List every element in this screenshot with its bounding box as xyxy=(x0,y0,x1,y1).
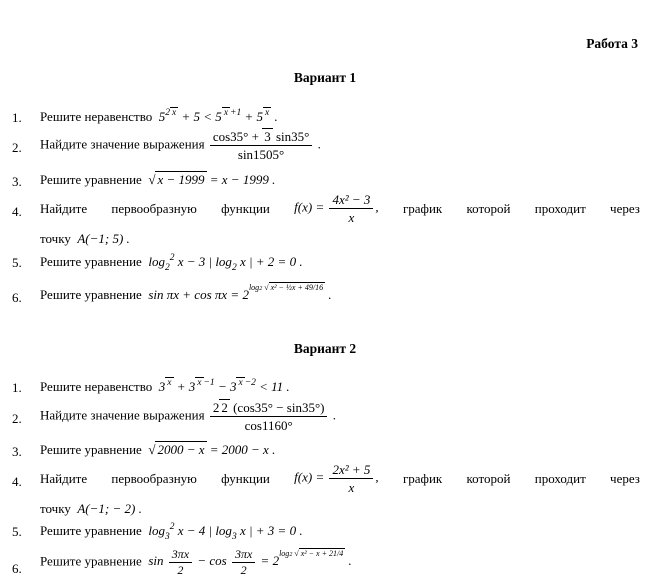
problem-formula: sin $\frac{3\pi x}{2}$ − cos $\frac{3\pi x}{2}$ = $2^{log2 √ x^2 - x + 21/4}$ . xyxy=(148,547,352,577)
word: график xyxy=(402,200,443,216)
word: проходит xyxy=(534,470,586,486)
variant-2-title: Вариант 2 xyxy=(293,341,357,356)
word: через xyxy=(610,200,640,216)
word: первообразную xyxy=(111,200,197,216)
problem-formula: $5^{2 x} + 5 < 5$ $^{x +1}$ + 5 $^x$ . xyxy=(158,108,278,124)
problem-v2-1 xyxy=(40,378,290,395)
problem-formula: f(x) = $\frac{\text{2x² + 5}}{x}$ , xyxy=(294,462,379,495)
variant-1-title: Вариант 1 xyxy=(293,70,357,85)
problem-v1-5 xyxy=(40,253,303,273)
problem-formula: $\frac{\cos 35^\circ + 3 \sin 35^\circ}{\sin 1505^\circ}$ xyxy=(210,129,312,162)
problem-v1-4-cont xyxy=(40,231,130,247)
word: проходит xyxy=(534,200,586,216)
problem-number: 3. xyxy=(12,174,22,189)
problem-number: 4. xyxy=(12,474,22,489)
point: A(−1; 5) . xyxy=(77,231,130,246)
problem-v2-3 xyxy=(40,442,275,458)
word: которой xyxy=(466,200,511,216)
problem-text: Решите неравенство xyxy=(40,379,153,394)
problem-text: Найдите значение выражения xyxy=(40,407,205,423)
problem-text: Решите уравнение xyxy=(40,442,142,457)
problem-text: Решите уравнение xyxy=(40,553,142,569)
word: первообразную xyxy=(111,470,197,486)
problem-text: Найдите значение выражения xyxy=(40,136,205,152)
problem-text: Решите неравенство xyxy=(40,109,153,124)
problem-text: точку xyxy=(40,231,71,246)
problem-number: 6. xyxy=(12,561,22,576)
problem-text: Решите уравнение xyxy=(40,287,142,302)
problem-number: 5. xyxy=(12,255,22,270)
problem-text: Решите уравнение xyxy=(40,254,142,269)
work-title: Работа 3 xyxy=(586,36,638,51)
problem-formula: √ 2000 − x = 2000 − x . xyxy=(148,442,276,457)
problem-number: 1. xyxy=(12,110,22,125)
problem-v1-3 xyxy=(40,172,275,188)
problem-formula: $\log_2^2 x - 3$ | $\log_2 x$ | + 2 = 0 . xyxy=(148,253,303,273)
problem-formula: 3 $^x$ + 3 $^{x -1}$ − 3 $^{x -2}$ < 11 . xyxy=(158,378,290,394)
problem-number: 4. xyxy=(12,204,22,219)
problem-number: 1. xyxy=(12,380,22,395)
point: A(−1; − 2) . xyxy=(77,501,142,516)
problem-v2-5 xyxy=(40,522,303,542)
word: которой xyxy=(466,470,511,486)
word: функции xyxy=(221,470,270,486)
problem-number: 2. xyxy=(12,140,22,155)
problem-number: 5. xyxy=(12,524,22,539)
problem-v1-4 xyxy=(40,192,640,225)
problem-text: точку xyxy=(40,501,71,516)
problem-formula: $\frac{2 2 (\cos 35^\circ - \sin 35^\circ)}{\cos 1160^\circ}$ xyxy=(210,400,328,433)
problem-formula: $\sin \pi x + \cos \pi x = 2^{log2 √ x^2 - \frac{1}{2}x + 49/16}$ . xyxy=(148,283,332,302)
problem-v1-2: Найдите значение выражения $\frac{\cos 35^\circ + 3 \sin 35^\circ}{\sin 1505^\circ}$ . xyxy=(40,129,321,162)
problem-v2-4 xyxy=(40,462,640,495)
problem-formula: √ x − 1999 = x − 1999 . xyxy=(148,172,276,187)
problem-v1-6 xyxy=(40,283,332,303)
problem-text: Решите уравнение xyxy=(40,172,142,187)
word: Найдите xyxy=(40,200,88,216)
word: график xyxy=(402,470,443,486)
problem-formula: $\log_3^2 x - 4$ | $\log_3 x$ | + 3 = 0 . xyxy=(148,522,303,542)
problem-v2-6 xyxy=(40,548,352,577)
problem-v2-2: Найдите значение выражения $\frac{2 2 (\cos 35^\circ - \sin 35^\circ)}{\cos 1160^\circ}$ . xyxy=(40,400,336,433)
word: через xyxy=(610,470,640,486)
problem-number: 6. xyxy=(12,290,22,305)
problem-v1-1 xyxy=(40,108,278,125)
problem-number: 3. xyxy=(12,444,22,459)
problem-number: 2. xyxy=(12,411,22,426)
problem-formula: f(x) = $\frac{\text{4x² − 3}}{x}$ , xyxy=(294,192,379,225)
word: Найдите xyxy=(40,470,88,486)
problem-v2-4-cont xyxy=(40,501,142,517)
word: функции xyxy=(221,200,270,216)
problem-text: Решите уравнение xyxy=(40,523,142,538)
